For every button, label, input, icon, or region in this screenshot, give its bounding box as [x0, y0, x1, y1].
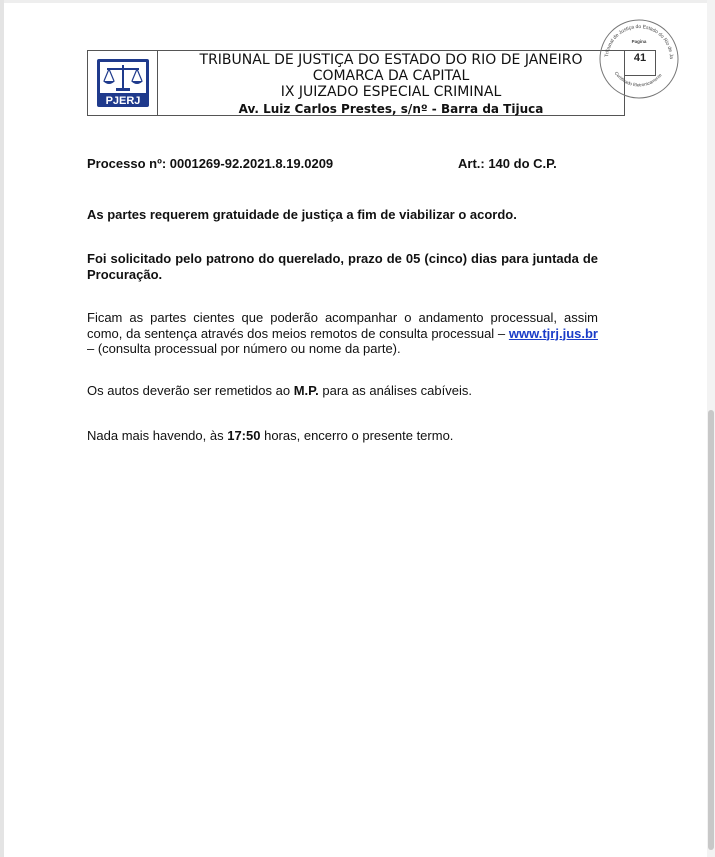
scrollbar-thumb[interactable]	[708, 410, 714, 850]
court-address: Av. Luiz Carlos Prestes, s/nº - Barra da Tijuca	[238, 102, 544, 116]
paragraph-closing-end: horas, encerro o presente termo.	[264, 428, 454, 443]
paragraph-remote-consultation-end: – (consulta processual por número ou nome da parte).	[87, 341, 401, 356]
stamp-page-label: Pagina	[631, 39, 647, 44]
logo-cell	[88, 51, 158, 115]
district-name: COMARCA DA CAPITAL	[312, 68, 470, 84]
stamp-bottom-text: Certificado Eletronicamente	[613, 70, 663, 88]
svg-text:Certificado Eletronicamente	[614, 71, 663, 88]
paragraph-referral	[87, 383, 598, 399]
paragraph-gratuity: As partes requerem gratuidade de justiça a fim de viabilizar o acordo.	[87, 207, 517, 222]
paragraph-closing-start: Nada mais havendo, às	[87, 428, 224, 443]
paragraph-referral-end: para as análises cabíveis.	[322, 383, 472, 398]
paragraph-deadline-request: Foi solicitado pelo patrono do querelado, prazo de 05 (cinco) dias para juntada de Procuração.	[87, 251, 598, 282]
article-reference: Art.: 140 do C.P.	[458, 156, 557, 171]
logo-text: PJERJ	[105, 95, 140, 107]
page-edge-left	[0, 0, 4, 857]
stamp-arc-text: Tribunal de Justiça do Estado do Rio de Ja	[604, 23, 675, 60]
paragraph-referral-start: Os autos deverão ser remetidos ao	[87, 383, 291, 398]
page-edge-top	[0, 0, 715, 3]
court-division: IX JUIZADO ESPECIAL CRIMINAL	[280, 84, 502, 100]
closing-time: 17:50	[227, 428, 261, 443]
paragraph-referral-mp: M.P.	[293, 383, 319, 398]
paragraph-remote-consultation-start: Ficam as partes cientes que poderão acompanhar o andamento processual, assim como, da sentença através dos meios remotos de consulta processual –	[87, 310, 598, 341]
paragraph-closing	[87, 428, 598, 444]
process-number: Processo nº: 0001269-92.2021.8.19.0209	[87, 156, 334, 171]
document-header	[87, 50, 625, 116]
paragraph-remote-consultation	[87, 310, 598, 357]
tjrj-website-link[interactable]: www.tjrj.jus.br	[508, 325, 598, 341]
pjerj-logo-icon	[96, 58, 150, 108]
court-name: TRIBUNAL DE JUSTIÇA DO ESTADO DO RIO DE JANEIRO	[199, 52, 583, 68]
header-text	[158, 51, 624, 115]
page-number: 41	[633, 52, 647, 64]
